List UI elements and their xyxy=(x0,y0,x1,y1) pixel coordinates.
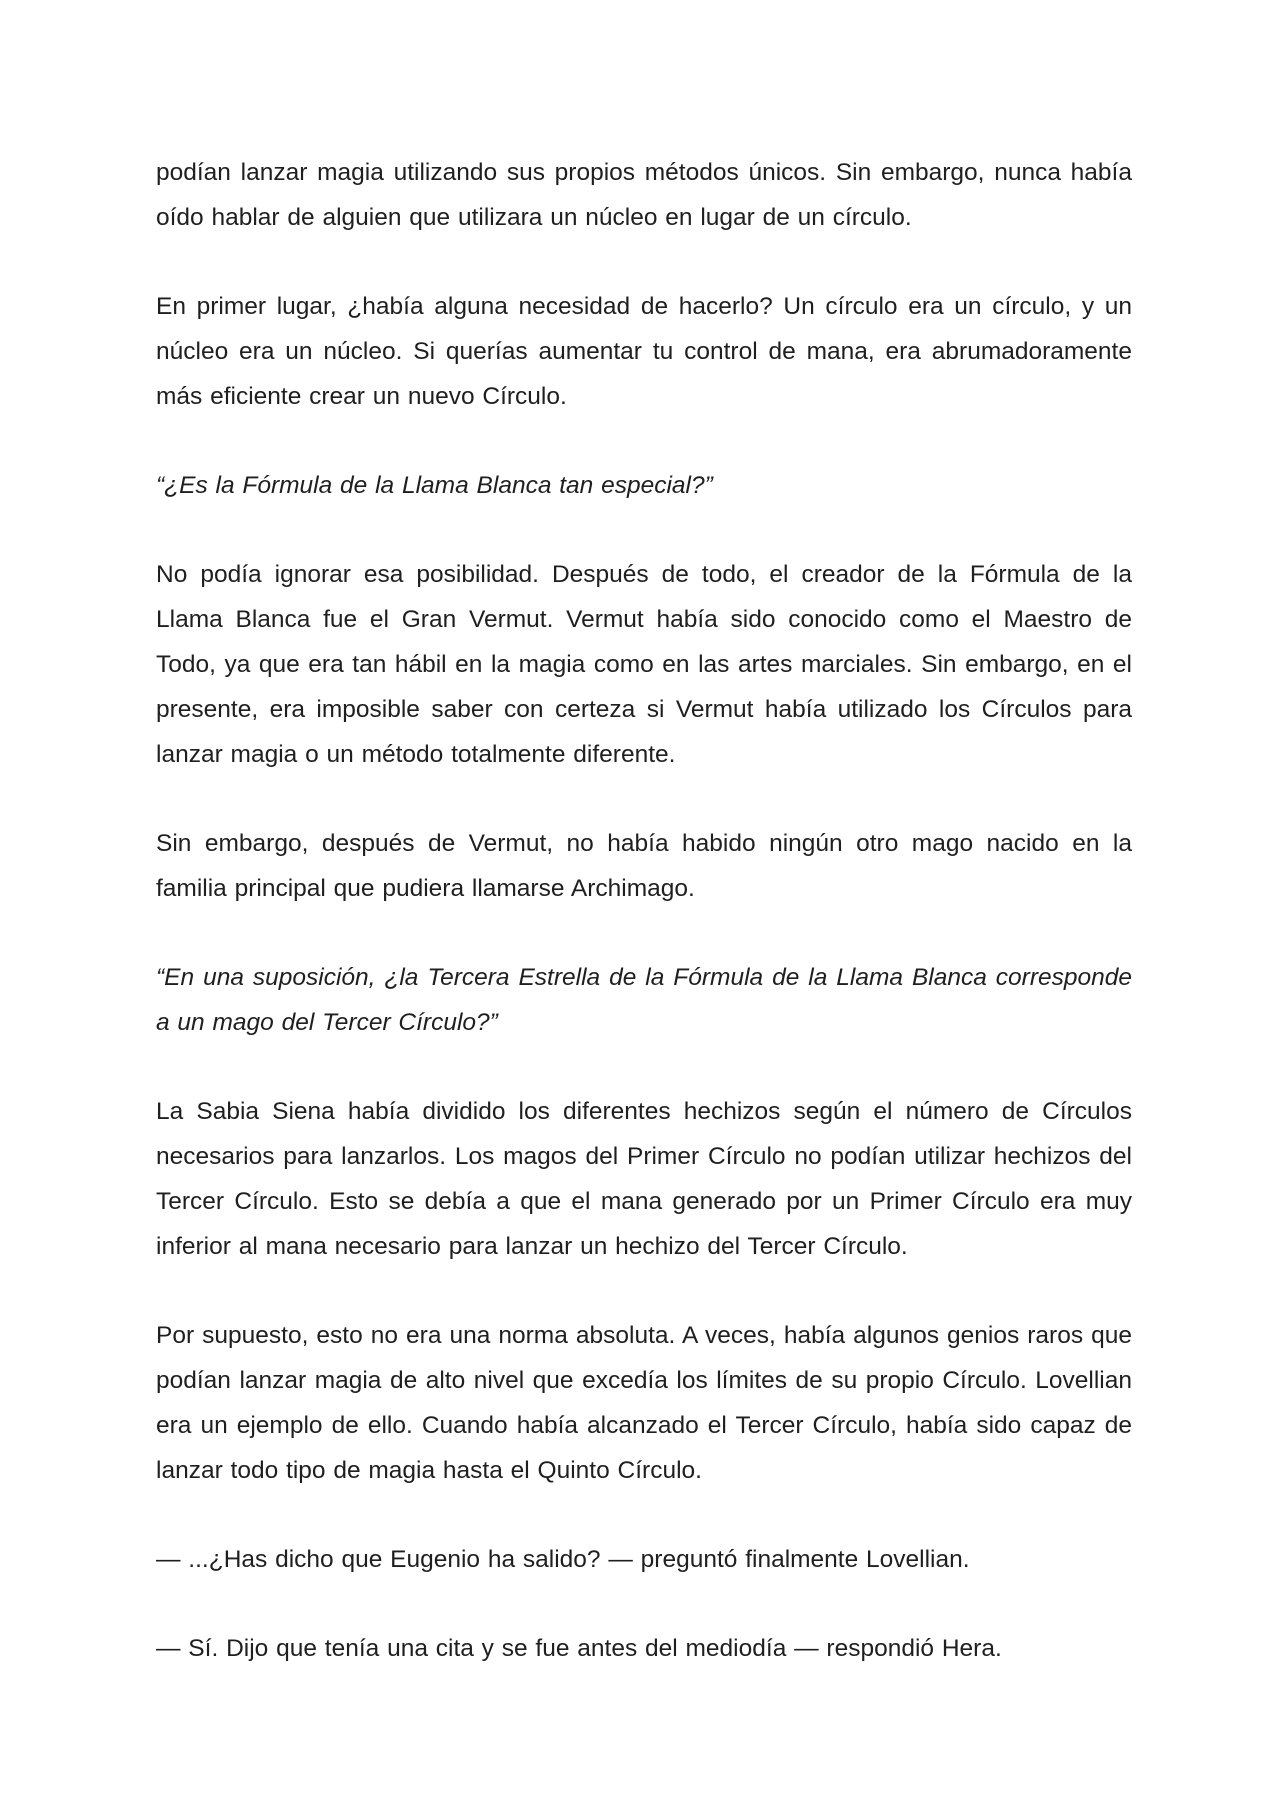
dialogue-line: — Sí. Dijo que tenía una cita y se fue antes del mediodía — respondió Hera. xyxy=(156,1635,1002,1662)
paragraph: Sin embargo, después de Vermut, no había habido ningún otro mago nacido en la familia principal que pudiera llamarse Archimago. xyxy=(156,830,1132,902)
paragraph: No podía ignorar esa posibilidad. Después de todo, el creador de la Fórmula de la Llama Blanca fue el Gran Vermut. Vermut había sido conocido como el Maestro de Todo, ya que era tan hábil en la magia como en las artes marciales. Sin embargo, en el presente, era imposible saber con certeza si Vermut había utilizado los Círculos para lanzar magia o un método totalmente diferente. xyxy=(156,561,1132,768)
paragraph: En primer lugar, ¿había alguna necesidad de hacerlo? Un círculo era un círculo, y un núcleo era un núcleo. Si querías aumentar tu control de mana, era abrumadoramente más eficiente crear un nuevo Círculo. xyxy=(156,293,1132,410)
italic-quote: “En una suposición, ¿la Tercera Estrella de la Fórmula de la Llama Blanca corresponde a un mago del Tercer Círculo?” xyxy=(156,964,1132,1036)
paragraph: Por supuesto, esto no era una norma absoluta. A veces, había algunos genios raros que podían lanzar magia de alto nivel que excedía los límites de su propio Círculo. Lovellian era un ejemplo de ello. Cuando había alcanzado el Tercer Círculo, había sido capaz de lanzar todo tipo de magia hasta el Quinto Círculo. xyxy=(156,1322,1132,1484)
paragraph: podían lanzar magia utilizando sus propios métodos únicos. Sin embargo, nunca había oído hablar de alguien que utilizara un núcleo en lugar de un círculo. xyxy=(156,159,1132,231)
italic-quote: “¿Es la Fórmula de la Llama Blanca tan especial?” xyxy=(156,472,713,499)
dialogue-line: — ...¿Has dicho que Eugenio ha salido? — preguntó finalmente Lovellian. xyxy=(156,1546,970,1573)
paragraph: La Sabia Siena había dividido los diferentes hechizos según el número de Círculos necesarios para lanzarlos. Los magos del Primer Círculo no podían utilizar hechizos del Tercer Círculo. Esto se debía a que el mana generado por un Primer Círculo era muy inferior al mana necesario para lanzar un hechizo del Tercer Círculo. xyxy=(156,1098,1132,1260)
